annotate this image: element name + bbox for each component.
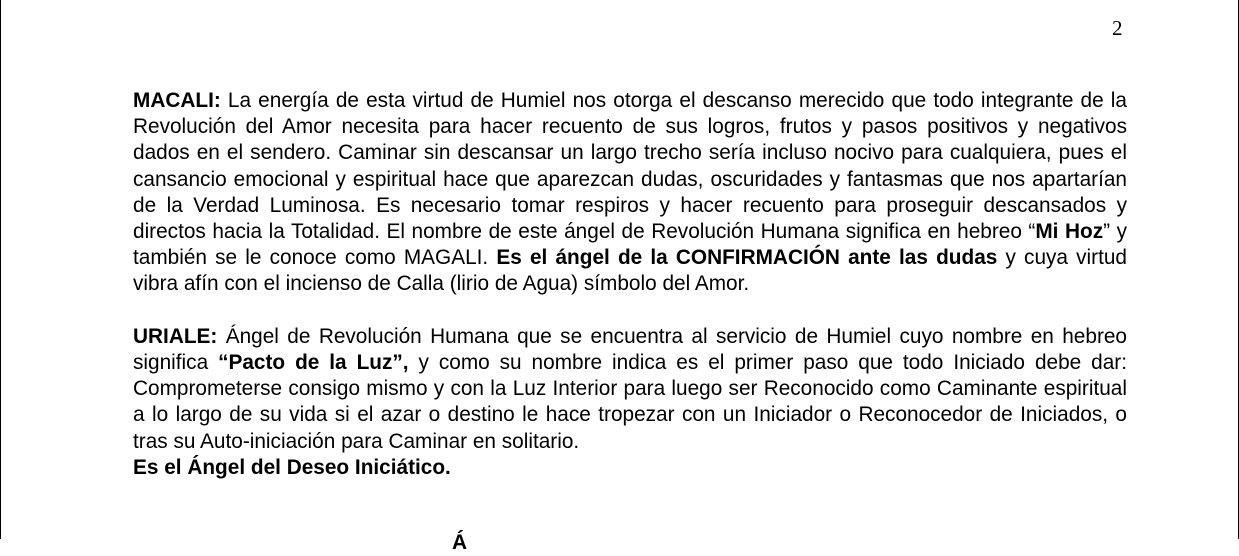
paragraph-macali	[133, 88, 1127, 298]
page-number: 2	[1112, 16, 1123, 40]
document-body	[133, 88, 1127, 481]
uriale-closing-text: Es el Ángel del Deseo Iniciático.	[133, 455, 451, 479]
uriale-closing	[133, 455, 1127, 481]
macali-text-2: ” y también se le conoce como MAGALI.	[133, 220, 1127, 270]
term-uriale: URIALE:	[133, 324, 218, 348]
macali-bold-1: Mi Hoz	[1035, 220, 1104, 244]
uriale-bold-1: “Pacto de la Luz”,	[218, 351, 409, 375]
term-macali: MACALI:	[133, 89, 221, 112]
paragraph-uriale	[133, 324, 1127, 455]
macali-text-3: y cuya virtud vibra afín con el incienso de Calla (lirio de Agua) símbolo del Amor.	[133, 246, 1127, 296]
macali-bold-2: Es el ángel de la CONFIRMACIÓN ante las dudas	[496, 246, 998, 270]
paragraph-spacer	[133, 298, 1127, 324]
cutoff-next-line: Á	[452, 531, 468, 554]
uriale-text-1: Ángel de Revolución Humana que se encuentra al servicio de Humiel cuyo nombre en hebreo significa	[133, 324, 1127, 375]
page-left-border	[0, 0, 1, 539]
uriale-text-2: y como su nombre indica es el primer paso que todo Iniciado debe dar: Comprometerse consigo mismo y con la Luz Interior para luego ser Reconocido como Caminante espiritual a lo largo de su vida si el azar o destino le hace tropezar con un Iniciador o Reconocedor de Iniciados, o tras su Auto-iniciación para Caminar en solitario.	[133, 351, 1127, 453]
macali-text-1: La energía de esta virtud de Humiel nos otorga el descanso merecido que todo integrante de la Revolución del Amor necesita para hacer recuento de sus logros, frutos y pasos positivos y negativos dados en el sendero. Caminar sin descansar un largo trecho sería incluso nocivo para cualquiera, pues el cansancio emocional y espiritual hace que aparezcan dudas, oscuridades y fantasmas que nos apartarían de la Verdad Luminosa. Es necesario tomar respiros y hacer recuento para proseguir descansados y directos hacia la Totalidad. El nombre de este ángel de Revolución Humana significa en hebreo “	[133, 89, 1127, 244]
